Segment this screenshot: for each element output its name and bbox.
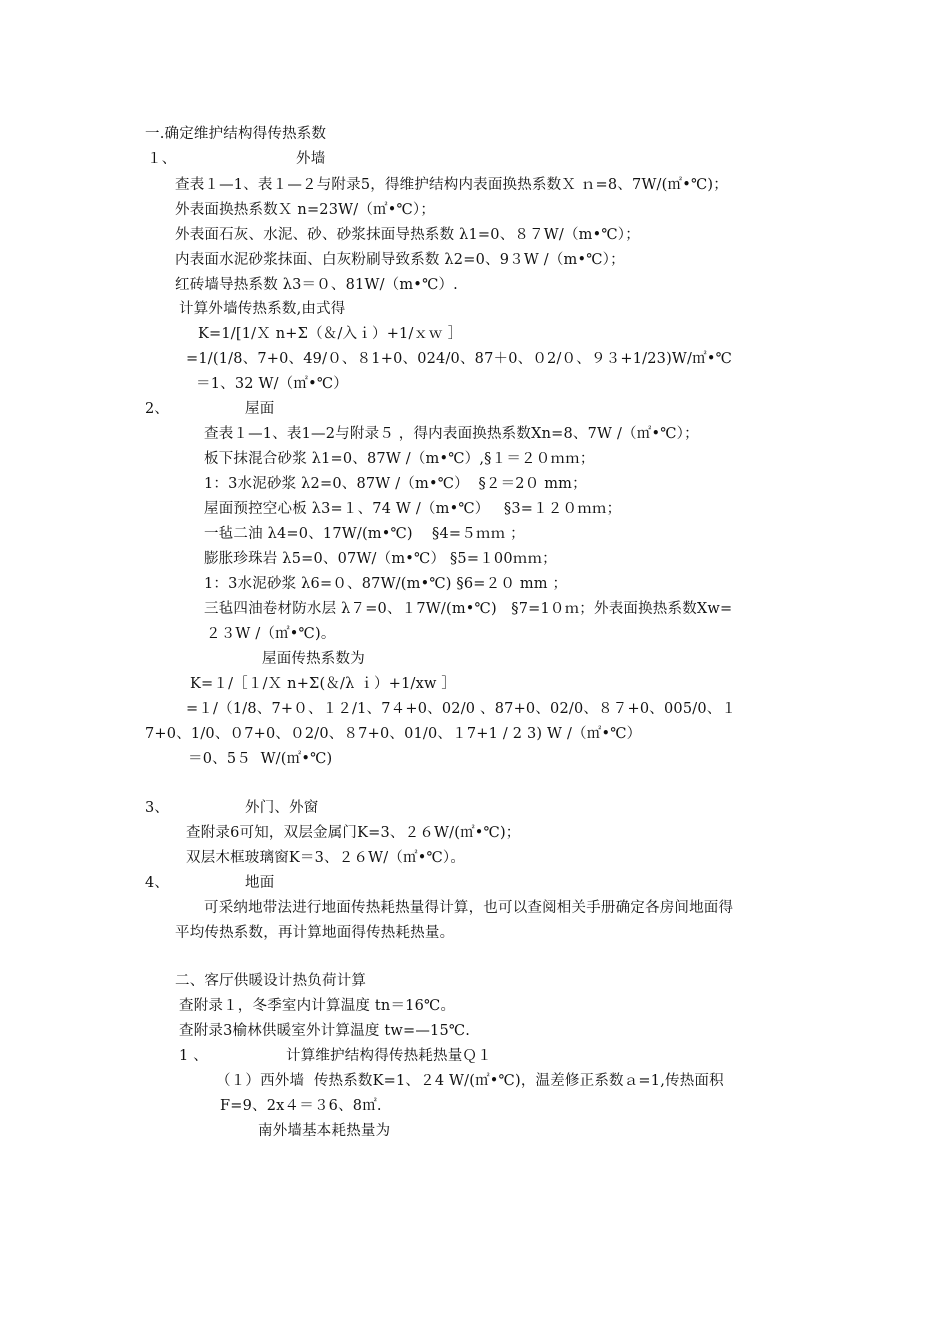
item-number: 4、	[145, 875, 170, 891]
section-heading-1: 一.确定维护结构得传热系数	[145, 126, 327, 142]
text-line: 查附录6可知，双层金属门K=3、２６W/(㎡•℃)；	[186, 825, 521, 841]
item-number: 1 、	[179, 1048, 208, 1064]
text-line: 查表１—1、表１—２与附录5，得维护结构内表面换热系数Ｘ ｎ=8、7W/(㎡•℃)；	[175, 177, 728, 193]
item-number: 3、	[145, 800, 170, 816]
formula-line: ＝0、5５ W/(㎡•℃)	[188, 751, 333, 767]
item-heading: 地面	[245, 875, 275, 891]
text-line: 南外墙基本耗热量为	[258, 1123, 391, 1139]
text-line: 双层木框玻璃窗K＝3、２６W/（㎡•℃）。	[186, 850, 466, 866]
text-line: 屋面预控空心板 λ3=１、74 W /（m•℃） §3=１２０ｍｍ；	[204, 501, 622, 517]
text-line: 平均传热系数，再计算地面得传热耗热量。	[175, 925, 455, 941]
formula-line: ＝1、32 W/（㎡•℃）	[196, 376, 348, 392]
text-line: 屋面传热系数为	[262, 651, 365, 667]
text-line: 红砖墙导热系数 λ3＝０、81W/（m•℃）.	[175, 277, 458, 293]
item-number: 2、	[145, 401, 170, 417]
text-line: 查附录１，冬季室内计算温度 tn＝16℃。	[179, 998, 456, 1014]
formula-line: 7+0、1/0、０7+0、０2/0、８7+0、01/0、１7+1 / 2 3) W /（㎡•℃）	[145, 726, 642, 742]
text-line: 三毡四油卷材防水层 λ７=0、１7W/(m•℃) §7=1０ｍ；外表面换热系数Xw=	[204, 601, 733, 617]
text-line: 1：3水泥砂浆 λ2=0、87W /（m•℃） §２＝2０ mm；	[204, 476, 587, 492]
text-line: 查表１—1、表1—2与附录５ ，得内表面换热系数Xn=8、7W /（㎡•℃）；	[204, 426, 699, 442]
text-line: 内表面水泥砂浆抹面、白灰粉刷导致系数 λ2=0、9３W /（m•℃）；	[175, 252, 625, 268]
text-line: 膨胀珍珠岩 λ5=0、07W/（m•℃） §5=１00ｍｍ；	[204, 551, 557, 567]
formula-line: K=１/［１/Ｘ n+Σ(＆/λ ｉ）+1/xw ］	[190, 676, 457, 692]
item-heading: 外门、外窗	[245, 800, 319, 816]
item-heading: 屋面	[245, 401, 275, 417]
text-line: 一毡二油 λ4=0、17W/(m•℃) §4=５ｍｍ ；	[204, 526, 525, 542]
text-line: 查附录3榆林供暖室外计算温度 tw=—15℃.	[179, 1023, 471, 1039]
item-heading: 计算维护结构得传热耗热量Ｑ１	[286, 1048, 492, 1064]
text-line: 外表面换热系数Ｘ n=23W/（㎡•℃）；	[175, 202, 436, 218]
item-number: １、	[147, 151, 177, 167]
item-heading: 外墙	[296, 151, 326, 167]
text-line: 板下抹混合砂浆 λ1=0、87W /（m•℃）,§１＝２０ｍｍ；	[204, 451, 595, 467]
text-line: 外表面石灰、水泥、砂、砂浆抹面导热系数 λ1=0、８７W/（m•℃）；	[175, 227, 640, 243]
section-heading-2: 二、客厅供暖设计热负荷计算	[175, 973, 367, 989]
text-line: ２３W /（㎡•℃)。	[206, 626, 336, 642]
text-line: 可采纳地带法进行地面传热耗热量得计算，也可以查阅相关手册确定各房间地面得	[204, 900, 734, 916]
text-line: F=9、2x４＝３6、8㎡.	[220, 1098, 382, 1114]
text-line: 计算外墙传热系数,由式得	[179, 301, 346, 317]
text-line: 1：3水泥砂浆 λ6=０、87W/(m•℃) §6=２０ mm ；	[204, 576, 568, 592]
formula-line: K=1/[1/Ｘ n+Σ（＆/入ｉ）+1/ｘｗ ］	[198, 326, 463, 342]
formula-line: =１/（1/8、7+０、１２/1、7４+0、02/0 、87+0、02/0、８７+0、005/0、１	[186, 701, 737, 717]
text-line: （１）西外墙 传热系数K=1、２4 W/(㎡•℃)，温差修正系数ａ=1,传热面积	[216, 1073, 724, 1089]
formula-line: =1/(1/8、7+0、49/０、８1+0、024/0、87＋0、０2/０、９３+1/23)W/㎡•℃	[186, 351, 732, 367]
